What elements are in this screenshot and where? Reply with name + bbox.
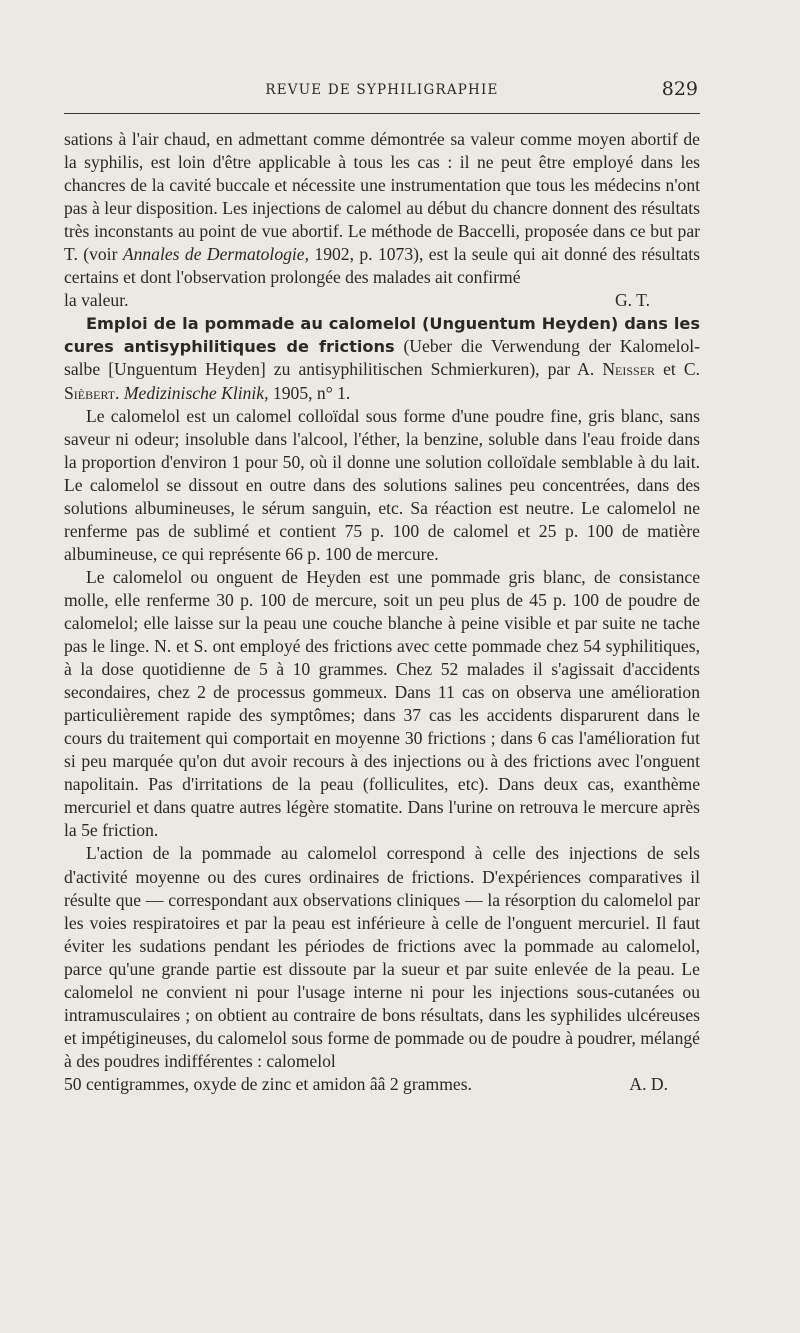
previous-review-signature: G. T. — [614, 290, 650, 311]
article-end — [64, 1073, 700, 1096]
author-siebert: Sièbert. — [64, 382, 120, 403]
article-heading — [64, 312, 700, 404]
previous-review-last-line: la valeur. — [64, 290, 129, 311]
article-paragraph-1: Le calomelol est un calomel colloïdal sous forme d'une poudre fine, gris blanc, sans saveur ni odeur; insoluble dans l'alcool, l'éther, la benzine, soluble dans l'eau froide dans la proportion d'environ 1 pour 50, où il donne une solution colloïdale semblable à du lait. Le calomelol se dissout en outre dans des solutions salines peu concentrées, dans des solutions albumineuses, le sérum sanguin, etc. Sa réaction est neutre. Le calomelol ne renferme pas de sublimé et contient 75 p. 100 de calomel et 25 p. 100 de matière albumineuse, ce qui représente 66 p. 100 de mercure. — [64, 405, 700, 564]
author-neisser: Neisser — [602, 359, 656, 380]
article-citation: 1905, n° 1. — [272, 382, 351, 403]
article-signature: A. D. — [629, 1073, 668, 1094]
article-last-line: 50 centigrammes, oxyde de zinc et amidon ââ 2 grammes. — [64, 1073, 472, 1094]
previous-review-continuation — [64, 128, 700, 289]
article-title: Emploi de la pommade au calomelol (Unguentum Heyden) dans les cures antisyphilitiques de frictions — [64, 314, 700, 357]
author-conjunction: et C. — [663, 359, 701, 380]
running-title: REVUE DE SYPHILIGRAPHIE — [265, 82, 499, 98]
page-body — [64, 128, 700, 1096]
previous-review-text: sations à l'air chaud, en admettant comme démontrée sa valeur comme moyen abortif de la syphilis, est loin d'être applicable à tous les cas : il ne peut être employé dans les chancres de la cavité buccale et nécessite une instrumentation que tous les médecins n'ont pas à leur disposition. Les injections de calomel au début du chancre donnent des résultats très inconstants au point de vue abortif. Le méthode de Baccelli, proposée dans ce but par T. (voir — [64, 129, 700, 265]
article-paragraph-3: L'action de la pommade au calomelol correspond à celle des injections de sels d'activité moyenne ou des cures ordinaires de frictions. D'expériences comparatives il résulte que — correspondant aux observations cliniques — la résorption du calomelol par les voies respiratoires et par la peau est inférieure à celle de l'onguent mercuriel. Il faut éviter les sudations pendant les périodes de frictions avec la pommade au calomelol, parce qu'une grande partie est dissoute par la sueur et par suite enlevée de la peau. Le calomelol ne convient ni pour l'usage interne ni pour les injections sous-cutanées ou intramusculaires ; on obtient au contraire de bons résultats, dans les syphilides ulcéreuses et impétigineuses, du calomelol sous forme de pommade ou de poudre à poudrer, mélangé à des poudres indifférentes : calomelol — [64, 843, 700, 1071]
journal-reference: Annales de Dermatologie, — [122, 244, 310, 265]
previous-review-text-after: 1902, p. 1073), est la seule qui ait donné des résultats certains et dont l'observation prolongée des malades ait confirmé — [64, 244, 701, 288]
previous-review-end — [64, 289, 700, 312]
page-number: 829 — [661, 78, 698, 100]
running-header — [64, 78, 700, 104]
article-subtitle: (Ueber die Verwendung der Kalomelol-salbe [Unguentum Heyden] zu antisyphilitischen Schmierkuren), par A. — [64, 336, 700, 380]
header-rule — [64, 113, 700, 114]
article-journal: Medizinische Klinik, — [123, 382, 269, 403]
article-paragraph-2: Le calomelol ou onguent de Heyden est une pommade gris blanc, de consistance molle, elle renferme 30 p. 100 de mercure, soit un peu plus de 45 p. 100 de poudre de calomelol; elle laisse sur la peau une couche blanche à peine visible et par suite ne tache pas le linge. N. et S. ont employé des frictions avec cette pommade chez 54 syphilitiques, à la dose quotidienne de 5 à 10 grammes. Chez 52 malades il s'agissait d'accidents secondaires, chez 2 de processus gommeux. Dans 11 cas on observa une amélioration particulièrement rapide des symptômes; dans 37 cas les accidents disparurent dans le cours du traitement qui comportait en moyenne 30 frictions ; dans 6 cas l'amélioration fut si peu marquée qu'on dut avoir recours à des injections ou à des frictions avec l'onguent napolitain. Pas d'irritations de la peau (folliculites, etc). Dans deux cas, exanthème mercuriel et dans quatre autres légère stomatite. Dans l'urine on retrouva le mercure après la 5e friction. — [64, 566, 700, 841]
